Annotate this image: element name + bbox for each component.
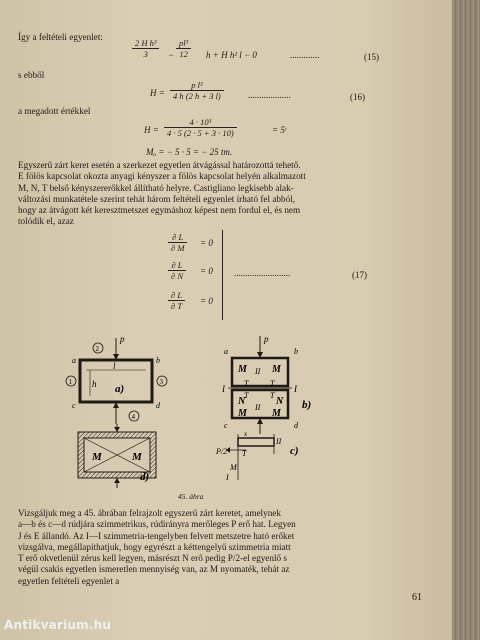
eq17-brace bbox=[222, 230, 223, 320]
eq17-dots: ......................... bbox=[234, 268, 291, 278]
panel-a-h: h bbox=[92, 379, 97, 389]
panel-b-n1: N bbox=[238, 396, 246, 407]
panel-b-m1: M bbox=[238, 364, 247, 375]
panel-c-x: x bbox=[244, 430, 248, 438]
panel-d-m-left: M bbox=[92, 451, 102, 463]
eq15-number: (15) bbox=[364, 52, 379, 62]
eq17-row3-rhs: = 0 bbox=[200, 296, 213, 306]
paragraph-1 bbox=[18, 160, 438, 228]
panel-b-m2: M bbox=[272, 364, 281, 375]
paragraph-1-line: M, N, T belső kényszererőkkel állítható helyre. Castigliano legkisebb alak- bbox=[18, 182, 294, 193]
panel-b-p: p bbox=[264, 334, 269, 344]
paragraph-2-line: a—b és c—d rúdjára szimmetrikus, rúdirányra merőleges P erő hat. Legyen bbox=[18, 519, 296, 530]
panel-c bbox=[215, 430, 299, 482]
panel-a-circle-4: 4 bbox=[131, 413, 135, 421]
panel-b bbox=[221, 334, 311, 434]
panel-c-m: M bbox=[230, 463, 237, 472]
panel-c-t: T bbox=[242, 449, 247, 458]
eq17-row3-frac bbox=[168, 290, 185, 311]
eq15-frac1-num: 2 H h³ bbox=[132, 38, 159, 49]
es-ebbol-line: s ebből bbox=[18, 70, 45, 80]
figure-caption: 45. ábra bbox=[178, 492, 204, 501]
paragraph-1-line: E fölös kapcsolat okozta anyagi kényszer a fölös kapcsolat helyén alkalmazott bbox=[18, 171, 306, 182]
eq15-frac2-num: pl³ bbox=[176, 38, 191, 49]
eq15-dots: ............. bbox=[290, 50, 320, 60]
panel-c-ii: II bbox=[276, 437, 282, 446]
panel-a-p: p bbox=[120, 334, 125, 344]
eq17-row3-den: ∂ T bbox=[171, 301, 183, 311]
paragraph-2-line: T erő okvetlenül zérus kell legyen, másrészt N erő pedig P/2-el egyenlő s bbox=[18, 553, 287, 564]
watermark: Antikvarium.hu bbox=[4, 618, 112, 632]
values-lhs: H = bbox=[144, 125, 159, 135]
figure-45 bbox=[0, 330, 452, 500]
eq15-rest: h + H h² l − 0 bbox=[206, 50, 257, 60]
panel-c-p2: P/2 bbox=[216, 447, 228, 456]
eq17-row1-num: ∂ L bbox=[168, 232, 187, 243]
panel-b-corner-c: c bbox=[224, 421, 228, 430]
panel-b-label: b) bbox=[302, 399, 312, 411]
values-frac bbox=[164, 117, 237, 138]
paragraph-1-line: tolódik el, azaz bbox=[18, 216, 74, 227]
panel-b-corner-d: d bbox=[294, 421, 298, 430]
panel-a-circle-3: 3 bbox=[159, 378, 163, 386]
eq16-lhs: H = bbox=[150, 88, 165, 98]
megadott-line: a megadott értékkel bbox=[18, 106, 91, 116]
panel-d-label: d) bbox=[140, 471, 150, 483]
eq17-number: (17) bbox=[352, 270, 367, 280]
eq17-row2-rhs: = 0 bbox=[200, 266, 213, 276]
eq16-frac bbox=[170, 80, 224, 101]
eq15-minus: − bbox=[168, 50, 175, 60]
eq15-frac2-den: 12 bbox=[179, 49, 188, 59]
panel-d bbox=[78, 424, 156, 488]
eq15-frac1 bbox=[132, 38, 159, 59]
eq17-row1-rhs: = 0 bbox=[200, 238, 213, 248]
eq16-num: p l³ bbox=[170, 80, 224, 91]
panel-b-i2: I bbox=[294, 384, 297, 394]
eq16-number: (16) bbox=[350, 92, 365, 102]
panel-d-m-right: M bbox=[132, 451, 142, 463]
eq15-frac1-den: 3 bbox=[143, 49, 148, 59]
panel-b-corner-a: a bbox=[224, 347, 228, 356]
panel-c-label: c) bbox=[290, 445, 299, 457]
paragraph-2 bbox=[18, 508, 438, 587]
panel-b-i1: I bbox=[222, 384, 225, 394]
panel-b-m3: M bbox=[238, 408, 247, 419]
eq17-row3-num: ∂ L bbox=[168, 290, 185, 301]
panel-b-ii2: II bbox=[255, 403, 261, 412]
paragraph-2-line: J és E állandó. Az I—I szimmetria-tengelyben felvett metszetre ható erőket bbox=[18, 530, 295, 541]
paragraph-2-line: Vizsgáljuk meg a 45. ábrában felrajzolt egyszerű zárt keretet, amelynek bbox=[18, 508, 281, 518]
eq17-row1-den: ∂ M bbox=[171, 243, 185, 253]
panel-b-t2: T bbox=[270, 379, 275, 388]
panel-a-label: a) bbox=[115, 383, 125, 395]
panel-b-m4: M bbox=[272, 408, 281, 419]
page-edges bbox=[452, 0, 480, 640]
panel-a-l: l bbox=[113, 361, 116, 371]
page-number: 61 bbox=[412, 592, 422, 603]
panel-b-ii1: II bbox=[255, 367, 261, 376]
panel-a-corner-d: d bbox=[156, 401, 160, 410]
paragraph-1-line: Egyszerű zárt keret esetén a szerkezet egyetlen átvágással határozottá tehető. bbox=[18, 160, 301, 170]
values-rhs: = 5ᵗ bbox=[272, 125, 287, 135]
paragraph-2-line: egyetlen feltételi egyenlet a bbox=[18, 575, 120, 586]
panel-a-circle-1: 1 bbox=[68, 378, 72, 386]
intro-line: Így a feltételi egyenlet: bbox=[18, 32, 103, 42]
panel-b-t4: T bbox=[270, 391, 275, 400]
eq16-den: 4 h (2 h + 3 l) bbox=[173, 91, 221, 101]
panel-a-corner-a: a bbox=[72, 356, 76, 365]
panel-a-corner-b: b bbox=[156, 356, 160, 365]
paragraph-2-line: végül csakis egyetlen ismeretlen mennyiség van, az M nyomaték, tehát az bbox=[18, 564, 290, 575]
panel-b-t1: T bbox=[244, 379, 249, 388]
paragraph-1-line: hogy az átvágott két keresztmetszet egymáshoz képest nem fordul el, és nem bbox=[18, 205, 301, 216]
panel-b-corner-b: b bbox=[294, 347, 298, 356]
values-den: 4 · 5 (2 · 5 + 3 · 10) bbox=[167, 128, 234, 138]
panel-b-n2: N bbox=[276, 396, 284, 407]
panel-a-circle-2: 2 bbox=[95, 345, 99, 353]
paragraph-2-line: vizsgálva, megállapíthatjuk, hogy egyrészt a kéttengelyű szimmetria miatt bbox=[18, 541, 291, 552]
panel-b-t3: T bbox=[244, 391, 249, 400]
eq17-row1-frac bbox=[168, 232, 187, 253]
panel-c-i: I bbox=[226, 473, 229, 482]
eq16-dots: ................... bbox=[248, 90, 291, 100]
eq17-row2-den: ∂ N bbox=[171, 271, 183, 281]
panel-a-corner-c: c bbox=[72, 401, 76, 410]
moment-eq: Mₐ = − 5 · 5 = − 25 tm. bbox=[146, 147, 233, 157]
values-num: 4 · 10³ bbox=[164, 117, 237, 128]
eq17-row2-frac bbox=[168, 260, 186, 281]
paragraph-1-line: változási munkatétele szerint tehát három feltételi egyenlet írható fel abból, bbox=[18, 193, 296, 204]
eq15-frac2 bbox=[176, 38, 191, 59]
panel-a bbox=[66, 334, 167, 424]
eq17-row2-num: ∂ L bbox=[168, 260, 186, 271]
